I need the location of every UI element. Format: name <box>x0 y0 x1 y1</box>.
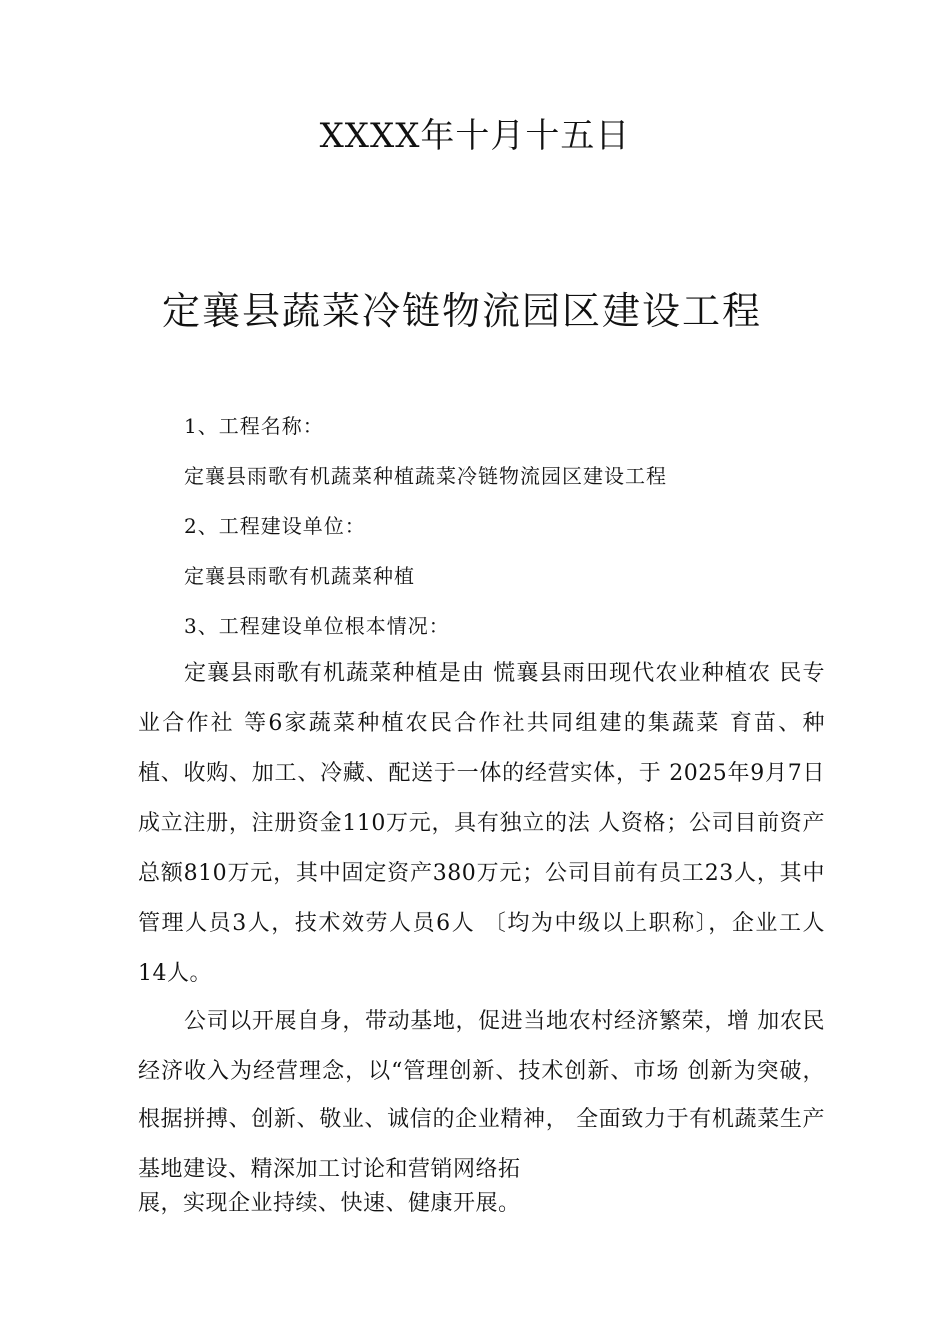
paragraph-line: 定襄县雨歌有机蔬菜种植是由 慌襄县雨田现代农业种植农 民专 <box>184 661 825 686</box>
paragraph-line: 根据拼搏、创新、敬业、诚信的企业精神， 全面致力于有机蔬菜生产 <box>138 1107 825 1132</box>
document-title: 定襄县蔬菜冷链物流园区建设工程 <box>161 289 762 333</box>
paragraph-line: 14人。 <box>138 961 212 986</box>
item-heading-project-name: 1、工程名称： <box>184 414 324 438</box>
paragraph-line: 公司以开展自身，带动基地，促进当地农村经济繁荣，增 加农民 <box>184 1009 825 1034</box>
item-value-construction-unit: 定襄县雨歌有机蔬菜种植 <box>184 564 415 588</box>
paragraph-line: 总额810万元，其中固定资产380万元；公司目前有员工23人，其中 <box>138 861 825 886</box>
item-value-project-name: 定襄县雨歌有机蔬菜种植蔬菜冷链物流园区建设工程 <box>184 464 667 488</box>
paragraph-line: 基地建设、精深加工讨论和营销网络拓 <box>138 1157 521 1182</box>
item-heading-construction-unit: 2、工程建设单位： <box>184 514 366 538</box>
date-line: XXXX年十月十五日 <box>319 116 631 156</box>
paragraph-line: 植、收购、加工、冷藏、配送于一体的经营实体，于 2025年9月7日 <box>138 761 825 786</box>
paragraph-line: 成立注册，注册资金110万元，具有独立的法 人资格；公司目前资产 <box>138 811 825 836</box>
paragraph-line: 展，实现企业持续、快速、健康开展。 <box>138 1191 521 1216</box>
paragraph-line: 业合作社 等6家蔬菜种植农民合作社共同组建的集蔬菜 育苗、种 <box>138 711 825 736</box>
paragraph-line: 管理人员3人，技术效劳人员6人 〔均为中级以上职称〕，企业工人 <box>138 911 825 936</box>
item-heading-unit-situation: 3、工程建设单位根本情况： <box>184 614 450 638</box>
paragraph-line: 经济收入为经营理念，以“管理创新、技术创新、市场 创新为突破， <box>138 1059 825 1084</box>
